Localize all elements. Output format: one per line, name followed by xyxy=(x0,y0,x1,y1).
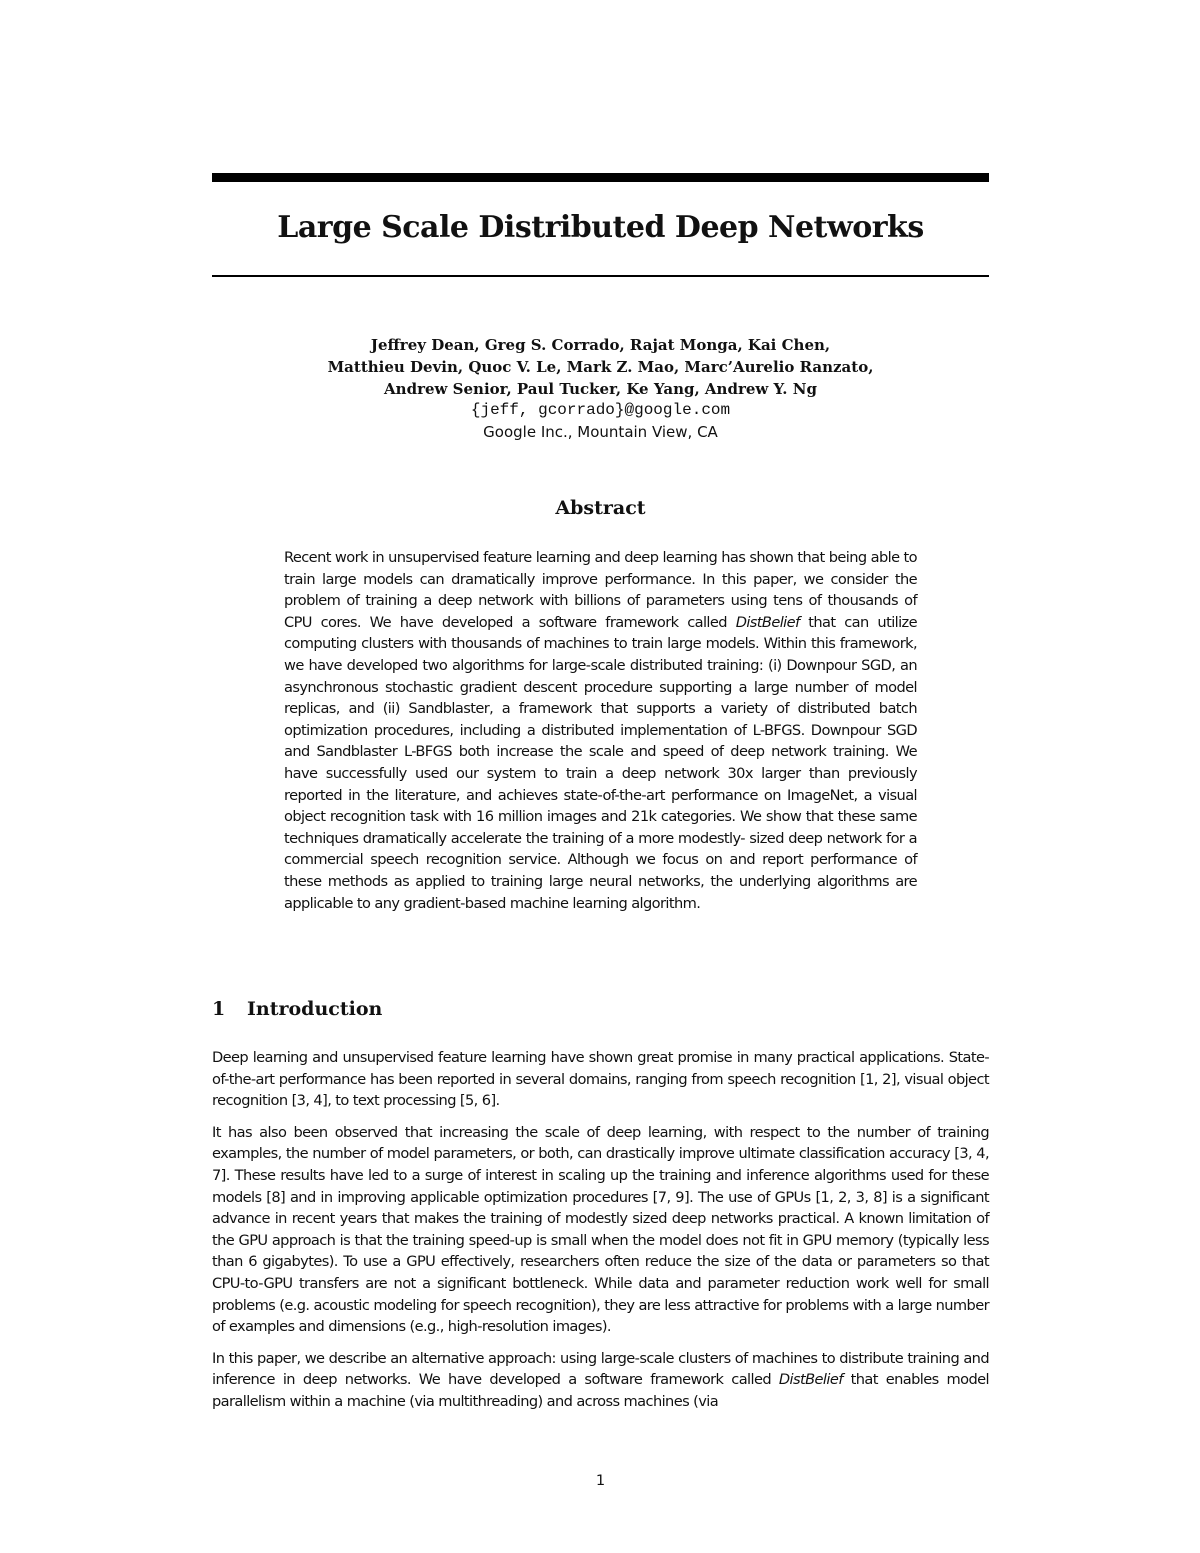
introduction-body xyxy=(212,1047,989,1423)
author-email: {jeff, gcorrado}@google.com xyxy=(470,401,731,419)
intro-paragraph-2: It has also been observed that increasing the scale of deep learning, with respect to the number of training examples, the number of model parameters, or both, can drastically improve ultimate classification accuracy [3, 4, 7]. These results have led to a surge of interest in scaling up the training and inference algorithms used for these models [8] and in improving applicable optimization procedures [7, 9]. The use of GPUs [1, 2, 3, 8] is a significant advance in recent years that makes the training of modestly sized deep networks practical. A known limitation of the GPU approach is that the training speed-up is small when the model does not fit in GPU memory (typically less than 6 gigabytes). To use a GPU effectively, researchers often reduce the size of the data or parameters so that CPU-to-GPU transfers are not a significant bottleneck. While data and parameter reduction work well for small problems (e.g. acoustic modeling for speech recognition), they are less attractive for problems with a large number of examples and dimensions (e.g., high-resolution images). xyxy=(212,1123,989,1336)
author-line-1: Jeffrey Dean, Greg S. Corrado, Rajat Monga, Kai Chen, xyxy=(370,336,831,354)
abstract-text-part-2: that can utilize computing clusters with thousands of machines to train large models. Within this framework, we have developed two algorithms for large-scale distributed training: (i) Downpour SGD, an asynchronous stochastic gradient descent procedure supporting a large number of model replicas, and (ii) Sandblaster, a framework that supports a variety of distributed batch optimization procedures, including a distributed implementation of L-BFGS. Downpour SGD and Sandblaster L-BFGS both increase the scale and speed of deep network training. We have successfully used our system to train a deep network 30x larger than previously reported in the literature, and achieves state-of-the-art performance on ImageNet, a visual object recognition task with 16 million images and 21k categories. We show that these same techniques dramatically accelerate the training of a more modestly- sized deep network for a commercial speech recognition service. Although we focus on and report performance of these methods as applied to training large neural networks, the underlying algorithms are applicable to any gradient-based machine learning algorithm. xyxy=(284,613,917,912)
section-heading-introduction xyxy=(212,998,989,1020)
intro-distbelief-name: DistBelief xyxy=(778,1371,843,1389)
intro-p3-part-2: that enables model parallelism within a machine (via multithreading) and across machines (via xyxy=(212,1371,989,1410)
page-number: 1 xyxy=(595,1472,606,1489)
abstract-distbelief-name: DistBelief xyxy=(735,613,800,631)
intro-paragraph-1: Deep learning and unsupervised feature learning have shown great promise in many practical applications. State-of-the-art performance has been reported in several domains, ranging from speech recognition [1, 2], visual object recognition [3, 4], to text processing [5, 6]. xyxy=(212,1049,989,1110)
title-top-rule xyxy=(212,173,989,182)
author-line-3: Andrew Senior, Paul Tucker, Ke Yang, Andrew Y. Ng xyxy=(384,380,817,398)
section-title: Introduction xyxy=(247,998,383,1020)
abstract-body xyxy=(284,547,917,914)
section-number: 1 xyxy=(212,998,226,1020)
abstract-heading: Abstract xyxy=(555,497,646,519)
abstract-text-part-1: Recent work in unsupervised feature learning and deep learning has shown that being able to train large models can dramatically improve performance. In this paper, we consider the problem of training a deep network with billions of parameters using tens of thousands of CPU cores. We have developed a software framework called xyxy=(284,549,917,631)
author-affiliation: Google Inc., Mountain View, CA xyxy=(483,423,718,441)
author-line-2: Matthieu Devin, Quoc V. Le, Mark Z. Mao, Marc’Aurelio Ranzato, xyxy=(327,358,874,376)
paper-title: Large Scale Distributed Deep Networks xyxy=(277,210,924,245)
intro-p3-part-1: In this paper, we describe an alternative approach: using large-scale clusters of machines to distribute training and inference in deep networks. We have developed a software framework called xyxy=(212,1349,989,1389)
intro-paragraph-3 xyxy=(212,1348,989,1413)
author-list xyxy=(212,334,989,400)
title-bottom-rule xyxy=(212,275,989,277)
